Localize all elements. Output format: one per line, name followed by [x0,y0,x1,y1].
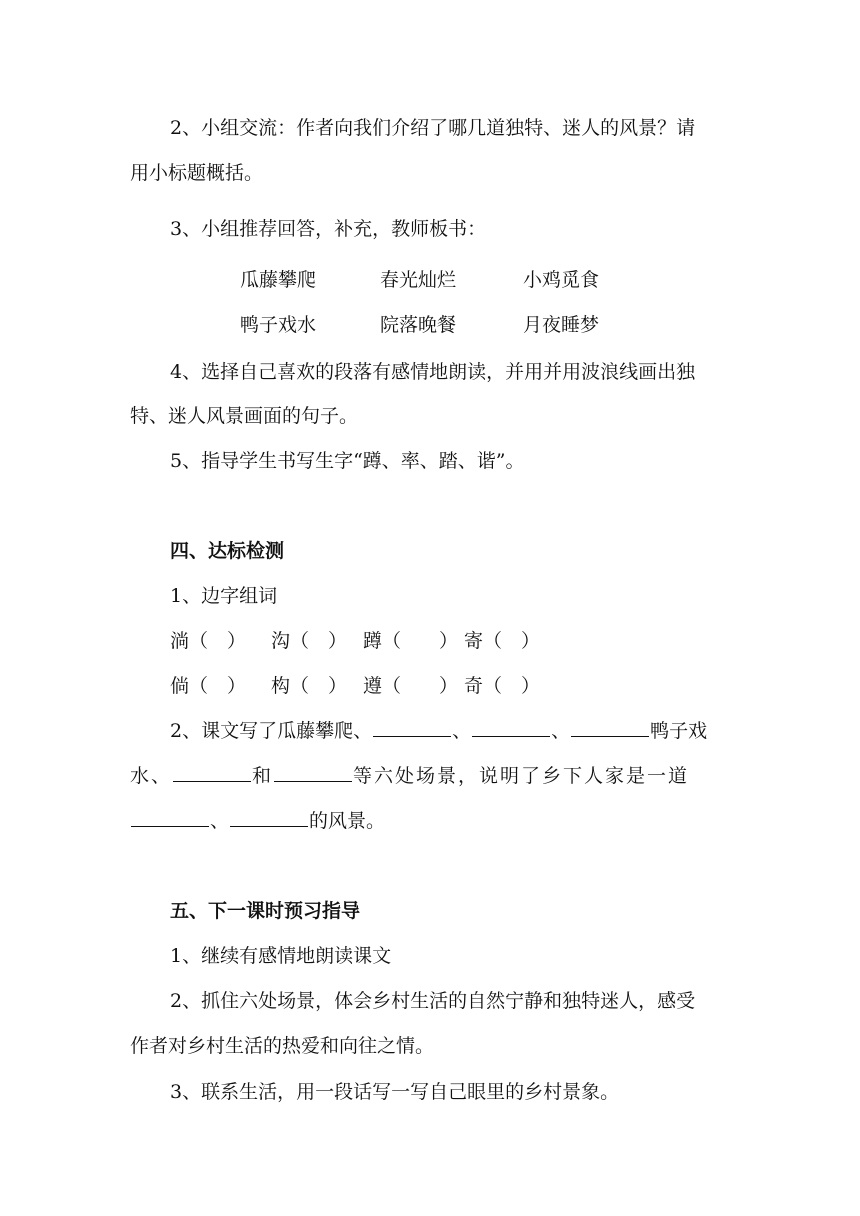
q2-text: 、 [452,720,472,742]
word-pair: 寄（ ） [464,630,541,652]
item-2-line-1: 2、小组交流：作者向我们介绍了哪几道独特、迷人的风景？请 [170,117,696,139]
word-pair: 构（ ） [271,675,348,697]
q2-line-3 [130,808,730,834]
board-r2-c2: 院落晚餐 [380,314,457,336]
q2-line-1 [170,718,770,744]
item-3: 3、小组推荐回答，补充，教师板书： [170,218,487,240]
board-r2-c1: 鸭子戏水 [240,314,317,336]
q1-label: 1、边字组词 [170,585,278,607]
q2-text: 鸭子戏 [650,720,708,742]
q2-text: 等六处场景，说明了乡下人家是一道 [353,765,690,787]
section-4-heading: 四、达标检测 [170,540,285,562]
q2-line-2 [130,763,730,789]
q2-text: 、 [551,720,571,742]
word-pair: 淌（ ） [170,630,247,652]
s5-item-1: 1、继续有感情地朗读课文 [170,945,392,967]
q2-text: 、 [210,810,230,832]
fill-blank[interactable] [131,808,209,827]
section-5-heading: 五、下一课时预习指导 [170,900,361,922]
board-r2-c3: 月夜睡梦 [523,314,600,336]
fill-blank[interactable] [571,718,649,737]
item-4-line-2: 特、迷人风景画面的句子。 [130,405,359,427]
fill-blank[interactable] [472,718,550,737]
s5-item-3: 3、联系生活，用一段话写一写自己眼里的乡村景象。 [170,1081,620,1103]
fill-blank[interactable] [373,718,451,737]
q2-text: 的风景。 [309,810,386,832]
word-pair: 倘（ ） [170,675,247,697]
fill-blank[interactable] [274,763,352,782]
item-2-line-2: 用小标题概括。 [130,162,264,184]
q2-text: 2、课文写了瓜藤攀爬、 [170,720,373,742]
word-pair: 遵（ ） [363,675,459,697]
board-r1-c2: 春光灿烂 [380,269,457,291]
word-pair: 沟（ ） [271,630,348,652]
fill-blank[interactable] [230,808,308,827]
q2-text: 和 [252,765,274,787]
fill-blank[interactable] [173,763,251,782]
board-r1-c1: 瓜藤攀爬 [240,269,317,291]
q2-text: 水、 [130,765,173,787]
item-4-line-1: 4、选择自己喜欢的段落有感情地朗读，并用并用波浪线画出独 [170,361,696,383]
board-r1-c3: 小鸡觅食 [523,269,600,291]
s5-item-2-line-2: 作者对乡村生活的热爱和向往之情。 [130,1035,435,1057]
word-pair: 奇（ ） [464,675,541,697]
item-5: 5、指导学生书写生字“蹲、率、踏、谐”。 [170,450,525,472]
word-pair: 蹲（ ） [363,630,459,652]
s5-item-2-line-1: 2、抓住六处场景，体会乡村生活的自然宁静和独特迷人，感受 [170,990,696,1012]
